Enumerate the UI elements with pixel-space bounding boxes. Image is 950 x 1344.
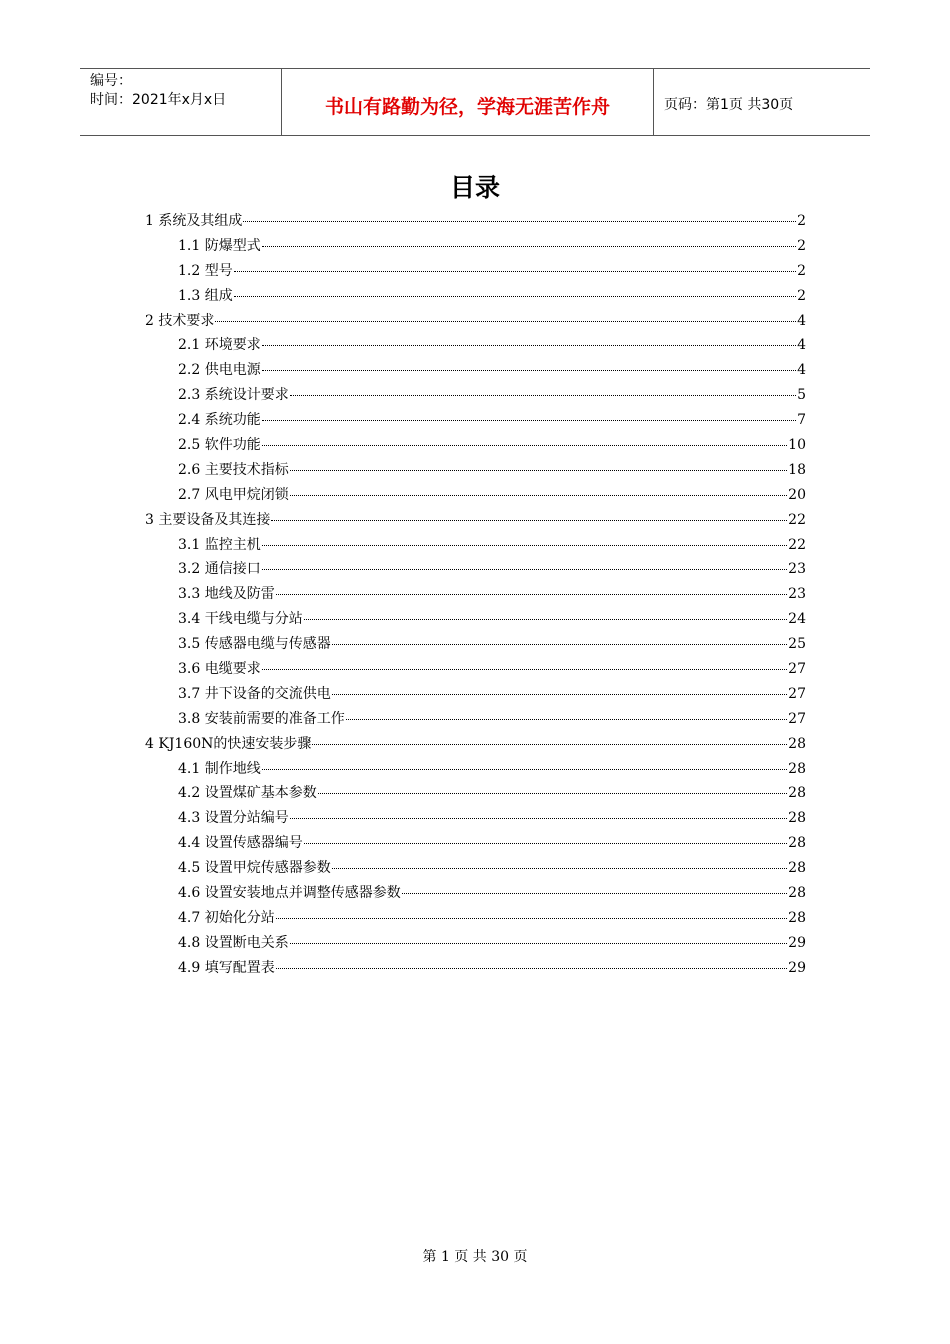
header-meta (80, 69, 282, 135)
toc-entry-page: 4 (797, 362, 806, 379)
toc-entry-title: 1.3 组成 (178, 287, 233, 304)
toc-leader-dots (332, 644, 787, 645)
toc-entry-page: 25 (788, 636, 806, 653)
toc-leader-dots (276, 918, 787, 919)
toc-entry[interactable] (145, 931, 806, 956)
toc-leader-dots (262, 246, 796, 247)
toc-leader-dots (234, 296, 796, 297)
toc-entry-title: 2.3 系统设计要求 (178, 387, 289, 404)
toc-entry-title: 4.1 制作地线 (178, 760, 261, 777)
toc-entry-page: 28 (788, 835, 806, 852)
toc-entry-page: 28 (788, 785, 806, 802)
toc-leader-dots (290, 470, 787, 471)
toc-entry-page: 28 (788, 860, 806, 877)
toc-entry-title: 3.5 传感器电缆与传感器 (178, 636, 331, 653)
toc-entry-title: 4.7 初始化分站 (178, 909, 275, 926)
toc-entry[interactable] (145, 358, 806, 383)
toc-entry[interactable] (145, 209, 806, 234)
toc-entry-page: 28 (788, 810, 806, 827)
number-label: 编号： (90, 73, 132, 89)
toc-entry-title: 2.5 软件功能 (178, 437, 261, 454)
toc-entry-title: 3.2 通信接口 (178, 561, 261, 578)
toc-leader-dots (262, 370, 796, 371)
toc-entry-title: 4.2 设置煤矿基本参数 (178, 785, 317, 802)
toc-entry-title: 3.7 井下设备的交流供电 (178, 685, 331, 702)
toc-leader-dots (262, 445, 787, 446)
toc-entry-title: 2 技术要求 (145, 312, 215, 329)
toc-entry-page: 29 (788, 959, 806, 976)
toc-entry[interactable] (145, 781, 806, 806)
toc-entry[interactable] (145, 234, 806, 259)
page-header (80, 68, 870, 136)
toc-entry-page: 7 (797, 412, 806, 429)
toc-leader-dots (276, 968, 787, 969)
toc-entry-title: 1.2 型号 (178, 262, 233, 279)
toc-leader-dots (215, 321, 796, 322)
toc-entry[interactable] (145, 906, 806, 931)
toc-entry[interactable] (145, 284, 806, 309)
toc-entry[interactable] (145, 309, 806, 334)
toc-entry-title: 4.6 设置安装地点并调整传感器参数 (178, 885, 401, 902)
toc-leader-dots (312, 744, 787, 745)
toc-entry-title: 3.4 干线电缆与分站 (178, 611, 303, 628)
toc-entry-page: 4 (797, 337, 806, 354)
toc-leader-dots (304, 843, 787, 844)
toc-entry[interactable] (145, 682, 806, 707)
header-page-info: 页码：第1页 共30页 (664, 97, 794, 113)
page-footer: 第 1 页 共 30 页 (422, 1249, 528, 1265)
toc-entry[interactable] (145, 483, 806, 508)
toc-entry-title: 1 系统及其组成 (145, 213, 243, 229)
toc-entry[interactable] (145, 508, 806, 533)
toc-leader-dots (332, 694, 787, 695)
toc-entry-page: 27 (788, 685, 806, 702)
toc-leader-dots (243, 221, 796, 222)
toc-leader-dots (290, 818, 787, 819)
toc-entry-title: 4.9 填写配置表 (178, 959, 275, 976)
toc-entry[interactable] (145, 956, 806, 981)
toc-entry-page: 2 (797, 262, 806, 279)
toc-entry-title: 2.7 风电甲烷闭锁 (178, 486, 289, 503)
toc-entry-page: 27 (788, 661, 806, 678)
toc-entry-title: 4 KJ160N的快速安装步骤 (145, 735, 312, 752)
toc-entry-page: 5 (797, 387, 806, 404)
toc-entry[interactable] (145, 707, 806, 732)
toc-leader-dots (262, 769, 787, 770)
toc-entry-title: 2.4 系统功能 (178, 412, 261, 429)
toc-leader-dots (271, 520, 787, 521)
toc-leader-dots (262, 669, 787, 670)
table-of-contents (145, 209, 806, 981)
toc-entry-page: 10 (788, 437, 806, 454)
toc-entry-title: 3.1 监控主机 (178, 536, 261, 553)
toc-entry-page: 2 (797, 287, 806, 304)
toc-entry-page: 28 (788, 909, 806, 926)
toc-entry[interactable] (145, 533, 806, 558)
toc-entry-title: 4.4 设置传感器编号 (178, 835, 303, 852)
header-motto: 书山有路勤为径，学海无涯苦作舟 (282, 69, 654, 135)
toc-entry-page: 22 (788, 511, 806, 528)
toc-entry-page: 23 (788, 586, 806, 603)
toc-entry[interactable] (145, 408, 806, 433)
toc-entry-title: 2.1 环境要求 (178, 337, 261, 354)
toc-entry[interactable] (145, 657, 806, 682)
toc-entry[interactable] (145, 831, 806, 856)
toc-entry[interactable] (145, 433, 806, 458)
toc-entry-title: 3.8 安装前需要的准备工作 (178, 710, 345, 727)
toc-leader-dots (262, 345, 796, 346)
toc-entry-title: 3.3 地线及防雷 (178, 586, 275, 603)
toc-leader-dots (290, 495, 787, 496)
toc-entry-page: 24 (788, 611, 806, 628)
toc-leader-dots (318, 793, 787, 794)
toc-entry-page: 28 (788, 760, 806, 777)
toc-entry[interactable] (145, 732, 806, 757)
toc-entry[interactable] (145, 856, 806, 881)
toc-leader-dots (346, 719, 787, 720)
toc-entry-page: 27 (788, 710, 806, 727)
toc-entry[interactable] (145, 383, 806, 408)
toc-entry[interactable] (145, 607, 806, 632)
time-label: 时间：2021年x月x日 (90, 92, 227, 108)
toc-leader-dots (262, 545, 787, 546)
toc-entry[interactable] (145, 757, 806, 782)
toc-leader-dots (276, 594, 787, 595)
toc-entry-page: 23 (788, 561, 806, 578)
toc-entry[interactable] (145, 259, 806, 284)
toc-entry-title: 3 主要设备及其连接 (145, 511, 271, 528)
toc-entry-page: 29 (788, 934, 806, 951)
toc-leader-dots (332, 868, 787, 869)
toc-leader-dots (234, 271, 796, 272)
toc-entry-page: 18 (788, 461, 806, 478)
toc-leader-dots (262, 569, 787, 570)
toc-leader-dots (304, 619, 787, 620)
toc-entry[interactable] (145, 806, 806, 831)
toc-entry[interactable] (145, 333, 806, 358)
toc-entry-page: 2 (797, 213, 806, 229)
toc-entry-title: 2.6 主要技术指标 (178, 461, 289, 478)
toc-entry-title: 3.6 电缆要求 (178, 661, 261, 678)
toc-entry[interactable] (145, 632, 806, 657)
toc-entry-title: 4.5 设置甲烷传感器参数 (178, 860, 331, 877)
toc-leader-dots (290, 943, 787, 944)
toc-entry-page: 20 (788, 486, 806, 503)
toc-entry[interactable] (145, 458, 806, 483)
toc-entry-title: 4.8 设置断电关系 (178, 934, 289, 951)
toc-entry-page: 28 (788, 735, 806, 752)
toc-entry[interactable] (145, 582, 806, 607)
toc-leader-dots (290, 395, 796, 396)
toc-leader-dots (402, 893, 787, 894)
toc-entry-title: 4.3 设置分站编号 (178, 810, 289, 827)
toc-entry-title: 1.1 防爆型式 (178, 237, 261, 254)
toc-entry[interactable] (145, 557, 806, 582)
toc-leader-dots (262, 420, 796, 421)
toc-title: 目录 (449, 173, 500, 202)
toc-entry-page: 28 (788, 885, 806, 902)
toc-entry-page: 22 (788, 536, 806, 553)
toc-entry-page: 4 (797, 312, 806, 329)
toc-entry-page: 2 (797, 237, 806, 254)
toc-entry[interactable] (145, 881, 806, 906)
toc-entry-title: 2.2 供电电源 (178, 362, 261, 379)
